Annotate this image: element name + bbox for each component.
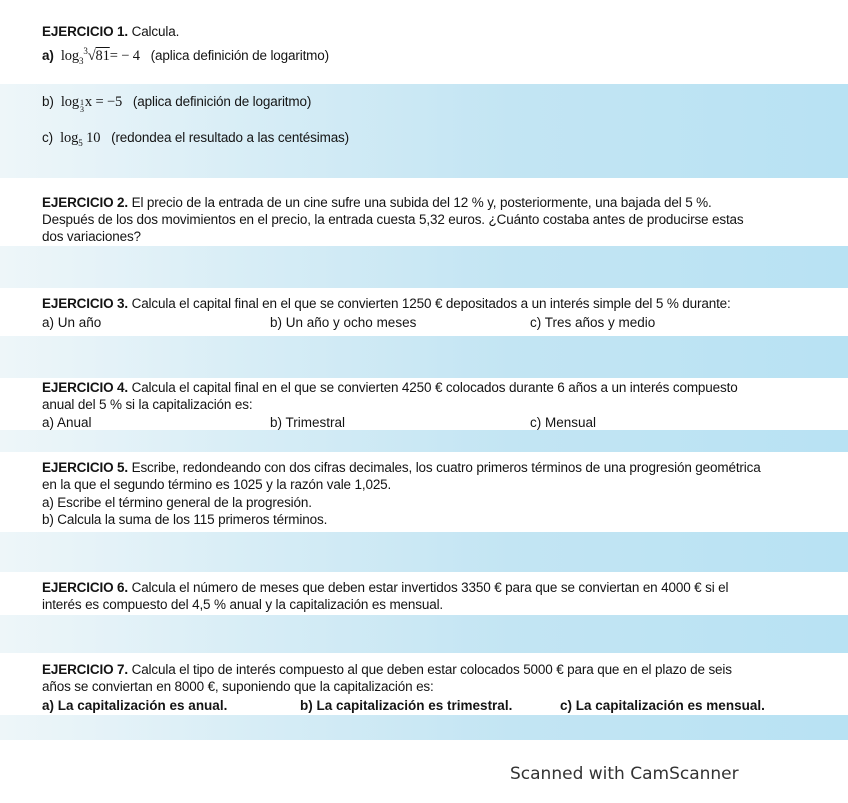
e1-title: EJERCICIO 1. [42, 24, 128, 39]
e5-part-b: b) Calcula la suma de los 115 primeros términos. [42, 512, 328, 527]
e7-title: EJERCICIO 7. [42, 662, 128, 677]
e2-line-1 [42, 195, 712, 211]
e4-title: EJERCICIO 4. [42, 380, 128, 395]
band-4 [0, 430, 848, 452]
band-7 [0, 715, 848, 740]
e7-option-b: b) La capitalización es trimestral. [300, 698, 513, 713]
e7-option-a: a) La capitalización es anual. [42, 698, 228, 713]
e1-b-label: b) [42, 94, 54, 109]
e1-c-expression: $\log_5 10$ [60, 130, 101, 148]
e3-option-b: b) Un año y ocho meses [270, 315, 417, 330]
e1-item-b [42, 94, 311, 113]
e4-line-2: anual del 5 % si la capitalización es: [42, 397, 253, 412]
e4-option-b: b) Trimestral [270, 415, 346, 430]
e1-heading [42, 24, 179, 40]
band-6 [0, 615, 848, 653]
e4-text-1: Calcula el capital final en el que se convierten 4250 € colocados durante 6 años a un interés compuesto [131, 380, 738, 395]
e1-a-expression: $\log_3^3√81= - 4$ [60, 46, 140, 66]
e1-c-label: c) [42, 130, 53, 145]
scanner-watermark: Scanned with CamScanner [510, 764, 739, 784]
e6-text-1: Calcula el número de meses que deben estar invertidos 3350 € para que se conviertan en 4000 € si el [131, 580, 729, 595]
e5-line-1 [42, 460, 761, 476]
e3-option-a: a) Un año [42, 315, 102, 330]
e6-line-1 [42, 580, 728, 596]
e5-text-1: Escribe, redondeando con dos cifras decimales, los cuatro primeros términos de una progresión geométrica [131, 460, 761, 475]
e4-option-a: a) Anual [42, 415, 92, 430]
e7-line-1 [42, 662, 732, 678]
e1-a-label: a) [42, 48, 54, 63]
e4-line-1 [42, 380, 738, 396]
e1-a-note: (aplica definición de logaritmo) [150, 48, 329, 63]
e3-line-1 [42, 296, 731, 312]
e1-item-a [42, 48, 329, 65]
e1-item-c [42, 130, 349, 147]
e1-c-note: (redondea el resultado a las centésimas) [111, 130, 349, 145]
band-3 [0, 336, 848, 378]
e3-text-1: Calcula el capital final en el que se convierten 1250 € depositados a un interés simple del 5 % durante: [131, 296, 731, 311]
e2-title: EJERCICIO 2. [42, 195, 128, 210]
e1-b-expression: log1 3x = −5 [60, 94, 123, 114]
e2-line-2: Después de los dos movimientos en el precio, la entrada cuesta 5,32 euros. ¿Cuánto costaba antes de producirse estas [42, 212, 744, 227]
e3-option-c: c) Tres años y medio [530, 315, 656, 330]
e1-intro: Calcula. [131, 24, 180, 39]
e7-option-c: c) La capitalización es mensual. [560, 698, 765, 713]
band-2 [0, 246, 848, 288]
e5-line-2: en la que el segundo término es 1025 y la razón vale 1,025. [42, 477, 392, 492]
e4-option-c: c) Mensual [530, 415, 597, 430]
e1-b-note: (aplica definición de logaritmo) [132, 94, 312, 109]
e6-title: EJERCICIO 6. [42, 580, 128, 595]
e2-text-1: El precio de la entrada de un cine sufre una subida del 12 % y, posteriormente, una bajada del 5 %. [131, 195, 712, 210]
e5-part-a: a) Escribe el término general de la progresión. [42, 495, 312, 510]
e2-line-3: dos variaciones? [42, 229, 141, 244]
e5-title: EJERCICIO 5. [42, 460, 128, 475]
e7-text-1: Calcula el tipo de interés compuesto al que deben estar colocados 5000 € para que en el plazo de seis [131, 662, 732, 677]
e7-line-2: años se conviertan en 8000 €, suponiendo que la capitalización es: [42, 679, 434, 694]
e6-line-2: interés es compuesto del 4,5 % anual y la capitalización es mensual. [42, 597, 444, 612]
band-5 [0, 532, 848, 572]
e3-title: EJERCICIO 3. [42, 296, 128, 311]
